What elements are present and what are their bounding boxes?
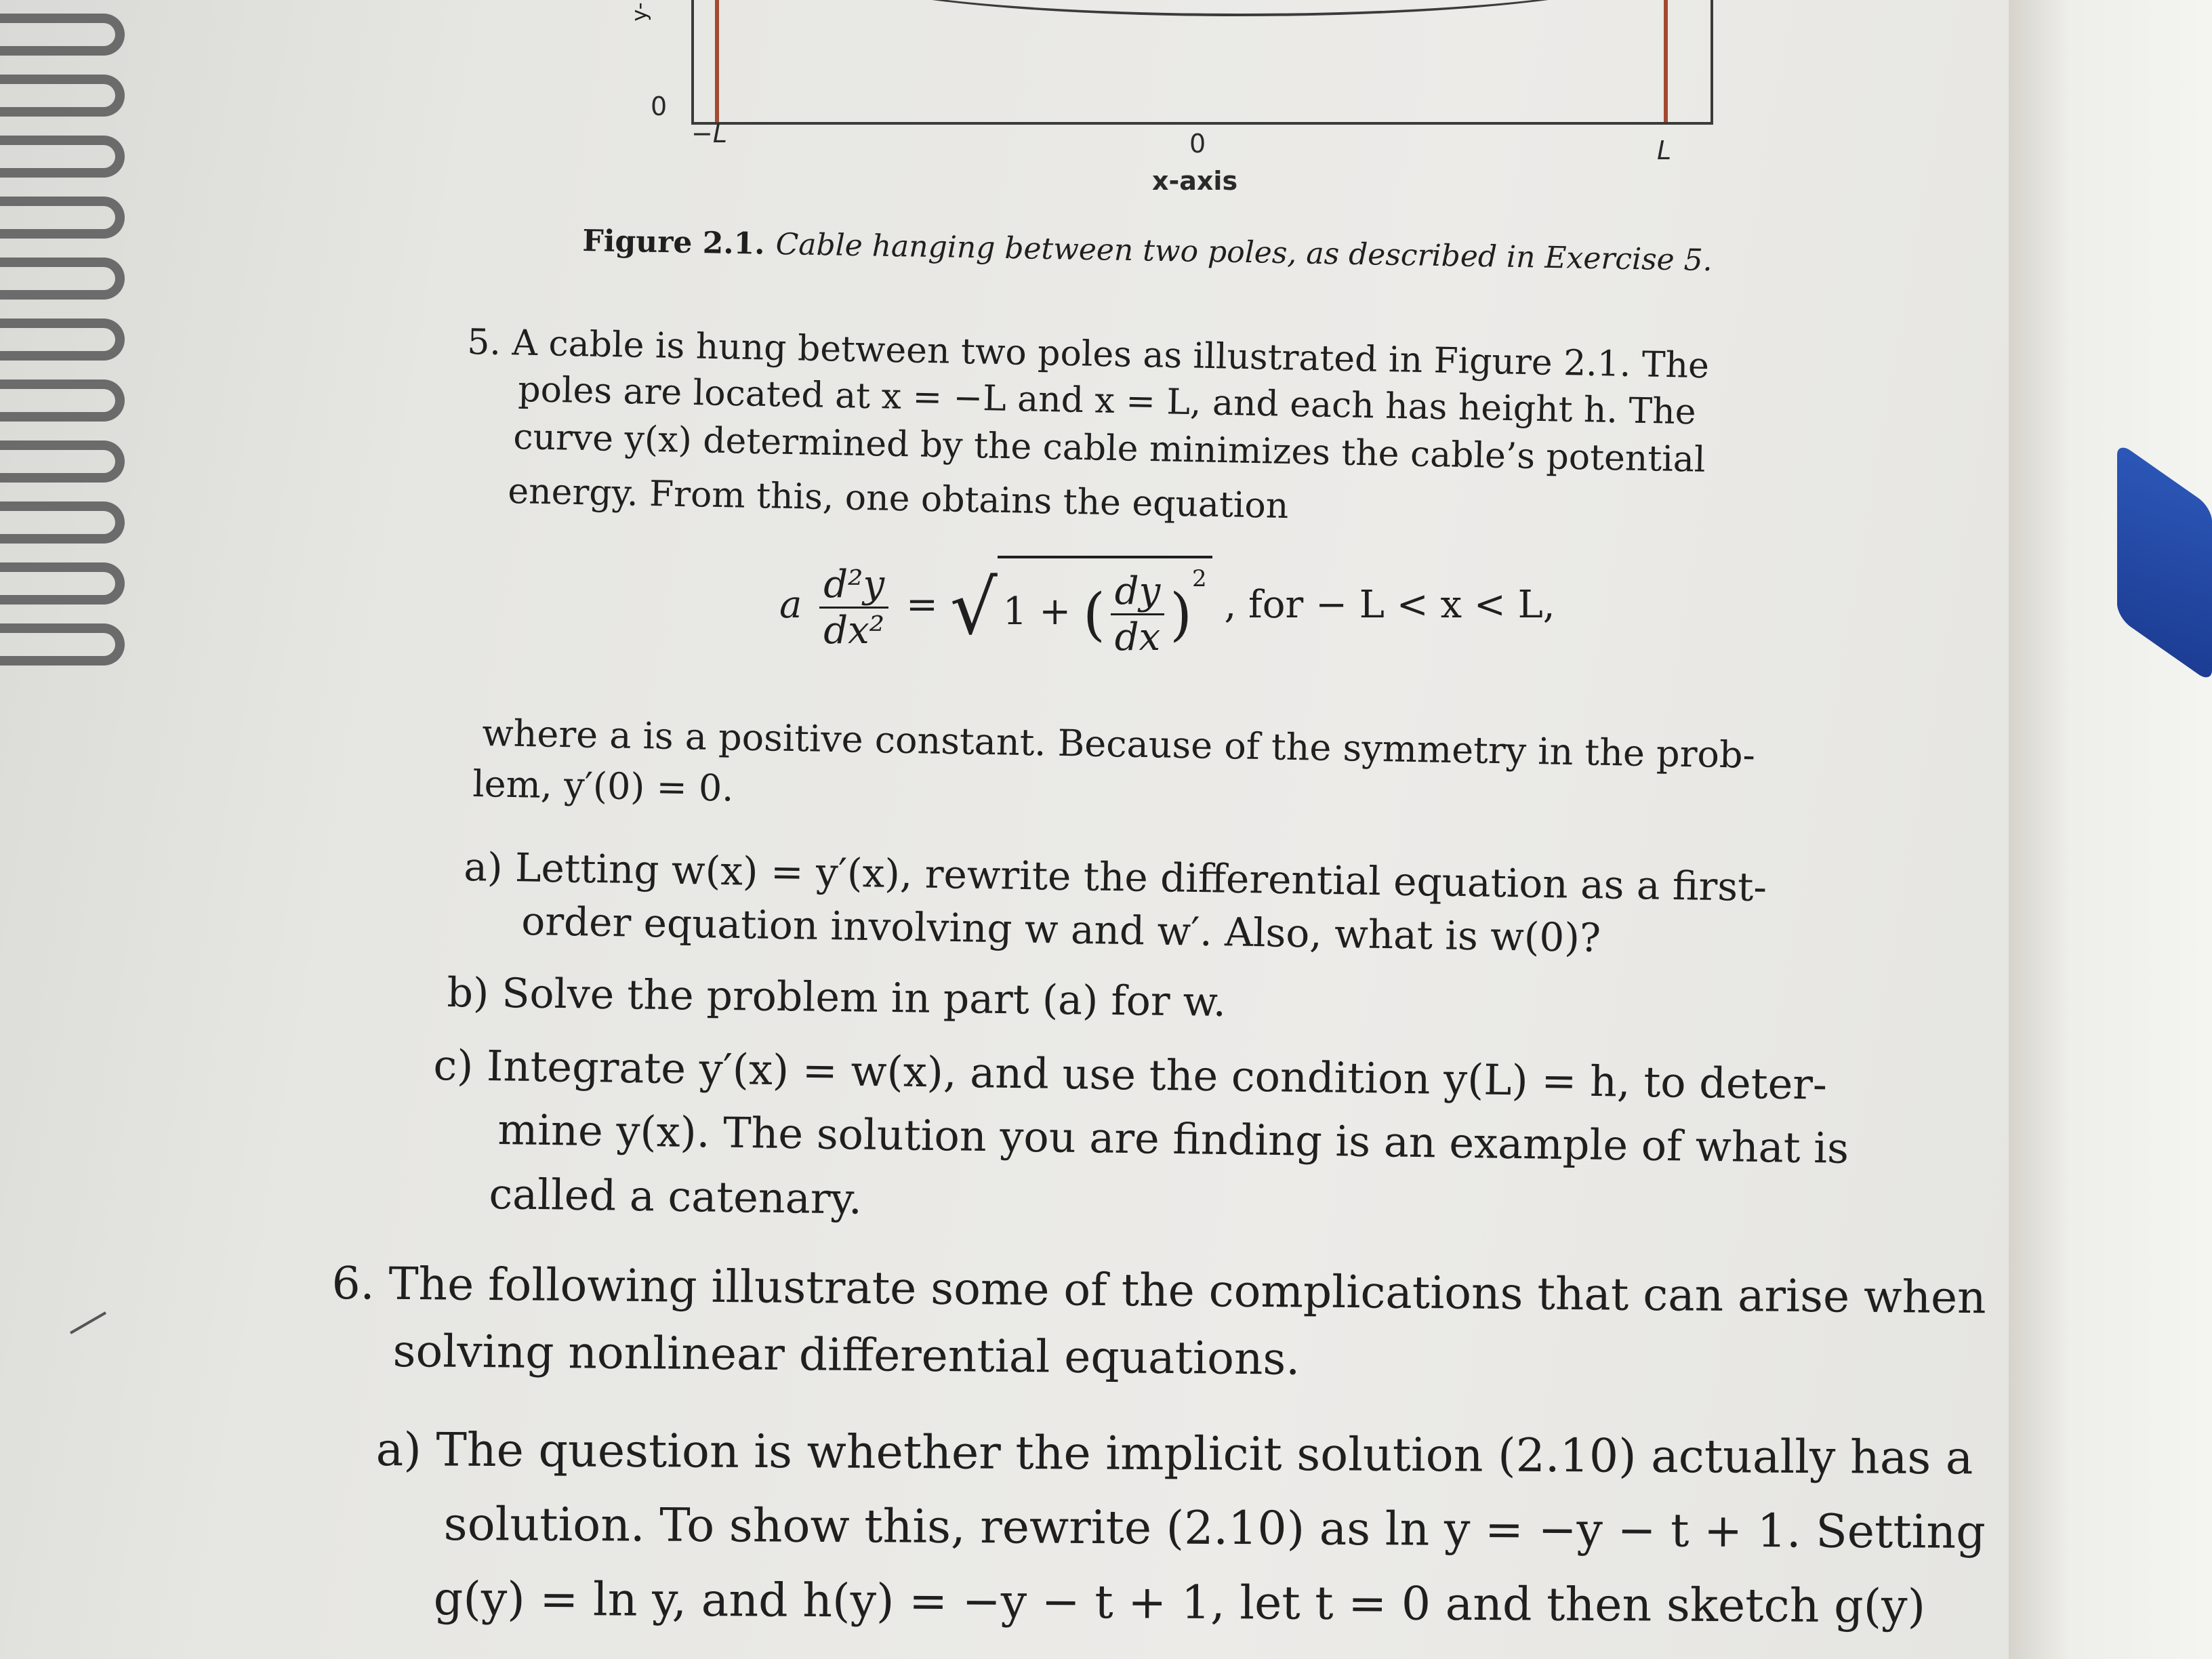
- close-paren: ): [1170, 581, 1192, 648]
- problem-6a-line: solution. To show this, rewrite (2.10) as ln y = −y − t + 1. Setting: [443, 1498, 1986, 1559]
- inner-denominator: dx: [1114, 615, 1161, 659]
- equation-domain: , for − L < x < L,: [1224, 583, 1555, 627]
- problem-5a-line: a) Letting w(x) = y′(x), rewrite the differential equation as a first-: [463, 844, 1767, 911]
- binding-ring: [0, 136, 125, 178]
- caption-label: Figure 2.1.: [582, 224, 766, 262]
- fraction-numerator: d²y: [819, 562, 888, 609]
- catenary-equation: [779, 556, 1555, 659]
- problem-5-line: energy. From this, one obtains the equation: [507, 471, 1289, 527]
- binding-ring: [0, 75, 125, 117]
- binding-ring: [0, 14, 125, 56]
- open-paren: (: [1082, 581, 1105, 648]
- y-tick-zero: 0: [651, 91, 668, 121]
- plot-frame: [691, 0, 1713, 125]
- binding-ring: [0, 501, 125, 544]
- x-tick-neg-l: −L: [691, 119, 728, 148]
- adjacent-paper: [2009, 0, 2212, 1659]
- binding-ring: [0, 562, 125, 605]
- x-tick-l: L: [1657, 136, 1672, 165]
- spiral-binding: [0, 0, 142, 745]
- binding-ring: [0, 319, 125, 361]
- problem-6a-line: a) The question is whether the implicit solution (2.10) actually has a: [375, 1423, 1973, 1486]
- problem-5-line: lem, y′(0) = 0.: [472, 762, 735, 810]
- radicand: [998, 556, 1212, 659]
- problem-5-line: curve y(x) determined by the cable minimizes the cable’s potential: [512, 417, 1706, 480]
- problem-5-line: 5. A cable is hung between two poles as illustrated in Figure 2.1. The: [466, 322, 1710, 387]
- problem-5-line: where a is a positive constant. Because of the symmetry in the prob-: [481, 712, 1756, 777]
- caption-text: Cable hanging between two poles, as described in Exercise 5.: [775, 226, 1713, 279]
- y-axis-label: y-: [628, 2, 652, 22]
- square-root-symbol: √: [949, 564, 998, 651]
- problem-5c-line: mine y(x). The solution you are finding is an example of what is: [497, 1105, 1849, 1173]
- second-derivative-fraction: [819, 562, 888, 653]
- binding-ring: [0, 441, 125, 483]
- fraction-denominator: dx²: [823, 609, 885, 653]
- problem-5b-line: b) Solve the problem in part (a) for w.: [447, 969, 1227, 1027]
- equation-coefficient: a: [779, 583, 802, 627]
- one-plus: 1 +: [1002, 590, 1071, 634]
- binding-ring: [0, 197, 125, 239]
- binding-ring: [0, 258, 125, 300]
- problem-5c-line: called a catenary.: [488, 1169, 863, 1224]
- binding-ring: [0, 380, 125, 422]
- problem-6-line: solving nonlinear differential equations.: [392, 1325, 1300, 1385]
- exponent: 2: [1192, 565, 1207, 592]
- left-pole: [715, 0, 719, 122]
- problem-5c-line: c) Integrate y′(x) = w(x), and use the condition y(L) = h, to deter-: [432, 1040, 1828, 1109]
- right-pole: [1664, 0, 1668, 122]
- figure-2-1: [596, 0, 1789, 203]
- equals-sign: =: [905, 583, 938, 627]
- figure-caption: [582, 224, 1713, 278]
- inner-numerator: dy: [1111, 569, 1164, 615]
- x-tick-zero: 0: [1189, 129, 1206, 159]
- problem-5-line: poles are located at x = −L and x = L, and each has height h. The: [517, 369, 1697, 433]
- pencil-mark: [70, 1311, 106, 1334]
- binding-ring: [0, 623, 125, 665]
- problem-6a-line: g(y) = ln y, and h(y) = −y − t + 1, let t = 0 and then sketch g(y): [433, 1572, 1926, 1634]
- first-derivative-fraction: [1111, 569, 1164, 659]
- problem-6-line: 6. The following illustrate some of the complications that can arise when: [331, 1257, 1986, 1324]
- x-axis-label: x-axis: [1152, 166, 1238, 196]
- problem-5a-line: order equation involving w and w′. Also, what is w(0)?: [520, 898, 1601, 962]
